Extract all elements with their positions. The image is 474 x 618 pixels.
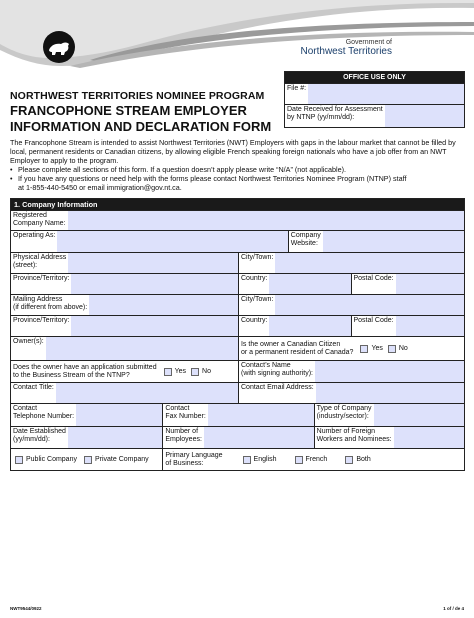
mailing-country-label: Country: [241, 317, 268, 324]
operating-as-field[interactable] [57, 231, 287, 252]
owners-row [11, 336, 464, 360]
citizen-no-checkbox[interactable] [388, 345, 396, 353]
employees-cell [162, 427, 313, 448]
instruction-bullet-1: • Please complete all sections of this form. If a question doesn’t apply please write “N/A” (not applicable). [10, 165, 465, 174]
operating-as-label: Operating As: [13, 232, 56, 239]
intro-text [10, 138, 465, 192]
office-use-only-box [284, 71, 465, 128]
contact-title-label: Contact Title: [13, 384, 54, 391]
established-field[interactable] [68, 427, 162, 448]
date-received-label-line2: by NTNP (yy/mm/dd): [287, 114, 355, 121]
registered-name-cell [11, 211, 464, 230]
registered-name-field[interactable] [68, 211, 464, 230]
registered-name-label: Registered Company Name: [13, 212, 66, 227]
section-heading: 1. Company Information [11, 199, 464, 210]
employees-field[interactable] [204, 427, 314, 448]
instructions-list [10, 165, 465, 192]
applied-yes-checkbox[interactable] [164, 368, 172, 376]
postal-code-cell [351, 274, 465, 294]
form-title-block [10, 90, 280, 134]
mailing-province-row [11, 315, 464, 336]
mailing-city-label: City/Town: [241, 296, 274, 303]
company-information-section [10, 198, 465, 471]
industry-label: Type of Company (industry/sector): [316, 405, 372, 420]
public-company-checkbox[interactable] [15, 456, 23, 464]
instruction-bullet-2 [10, 174, 465, 192]
city-field[interactable] [275, 253, 464, 273]
mailing-province-label: Province/Territory: [13, 317, 70, 324]
employees-label: Number of Employees: [165, 428, 202, 443]
mailing-postal-code-label: Postal Code: [353, 317, 394, 324]
contact-email-field[interactable] [316, 383, 464, 403]
operating-as-row [11, 230, 464, 252]
company-type-row [11, 448, 464, 470]
government-of-label: Government of [345, 39, 392, 46]
owners-cell [11, 337, 238, 360]
physical-address-label: Physical Address (street): [13, 254, 67, 269]
form-code: NWT9544/0922 [10, 606, 42, 611]
english-checkbox[interactable] [243, 456, 251, 464]
mailing-country-cell [238, 316, 351, 336]
french-checkbox[interactable] [295, 456, 303, 464]
industry-cell [314, 404, 464, 426]
citizen-yes-label: Yes [371, 345, 383, 352]
private-company-checkbox[interactable] [84, 456, 92, 464]
city-cell [238, 253, 464, 273]
business-stream-question-label: Does the owner have an application submitted to the Business Stream of the NTNP? [13, 363, 157, 379]
contact-email-cell [238, 383, 464, 403]
citizen-yes-checkbox[interactable] [360, 345, 368, 353]
file-number-label: File #: [287, 85, 307, 92]
website-label: Company Website: [290, 232, 321, 247]
province-label: Province/Territory: [13, 275, 70, 282]
private-company-label: Private Company [94, 456, 149, 463]
applied-no-checkbox[interactable] [191, 368, 199, 376]
mailing-address-cell [11, 295, 238, 315]
mailing-address-row [11, 294, 464, 315]
file-number-field[interactable] [308, 84, 464, 104]
page-number: 1 of / de 4 [443, 606, 464, 611]
contact-name-field[interactable] [315, 361, 464, 382]
program-name: NORTHWEST TERRITORIES NOMINEE PROGRAM [10, 90, 265, 102]
contact-title-row [11, 382, 464, 403]
applied-yes-label: Yes [174, 368, 187, 375]
physical-address-field[interactable] [68, 253, 238, 273]
company-type-cell [11, 449, 162, 470]
both-label: Both [356, 456, 371, 463]
website-cell [288, 231, 464, 252]
mailing-address-field[interactable] [89, 295, 238, 315]
citizen-cell [238, 337, 464, 360]
contact-fax-cell [162, 404, 313, 426]
office-file-row [285, 83, 464, 104]
owners-label: Owner(s): [13, 338, 44, 345]
foreign-workers-cell [314, 427, 464, 448]
mailing-country-field[interactable] [269, 316, 350, 336]
language-cell [162, 449, 464, 470]
mailing-city-cell [238, 295, 464, 315]
mailing-province-field[interactable] [71, 316, 238, 336]
contact-phone-field[interactable] [76, 404, 162, 426]
both-checkbox[interactable] [345, 456, 353, 464]
contact-name-label: Contact’s Name (with signing authority): [241, 362, 313, 377]
country-cell [238, 274, 351, 294]
date-received-label [285, 105, 385, 127]
polar-bear-logo-icon [42, 30, 76, 64]
applied-no-label: No [202, 368, 211, 375]
operating-as-cell [11, 231, 288, 252]
contact-email-label: Contact Email Address: [241, 384, 314, 391]
mailing-city-field[interactable] [275, 295, 464, 315]
office-use-heading: OFFICE USE ONLY [285, 72, 464, 83]
mailing-province-cell [11, 316, 238, 336]
office-date-row [285, 104, 464, 127]
northwest-territories-wordmark: Northwest Territories [300, 46, 392, 57]
business-stream-row [11, 360, 464, 382]
city-label: City/Town: [241, 254, 274, 261]
form-title-line-1: FRANCOPHONE STREAM EMPLOYER [10, 103, 247, 118]
contact-phone-row [11, 403, 464, 426]
postal-code-field[interactable] [396, 274, 464, 294]
citizen-no-label: No [398, 345, 408, 352]
mailing-address-label: Mailing Address (if different from above): [13, 296, 88, 311]
form-title-line-2: INFORMATION AND DECLARATION FORM [10, 119, 272, 134]
industry-field[interactable] [374, 404, 464, 426]
foreign-workers-field[interactable] [394, 427, 464, 448]
physical-address-cell [11, 253, 238, 273]
contact-fax-label: Contact Fax Number: [165, 405, 206, 420]
established-label: Date Established (yy/mm/dd): [13, 428, 66, 443]
postal-code-label: Postal Code: [353, 275, 394, 282]
mailing-postal-code-cell [351, 316, 465, 336]
french-label: French [305, 456, 328, 463]
date-received-label-line1: Date Received for Assessment [287, 106, 383, 113]
website-field[interactable] [323, 231, 464, 252]
physical-address-row [11, 252, 464, 273]
contact-phone-cell [11, 404, 162, 426]
mailing-postal-code-field[interactable] [396, 316, 464, 336]
contact-fax-field[interactable] [208, 404, 314, 426]
business-stream-cell [11, 361, 238, 382]
province-row [11, 273, 464, 294]
intro-paragraph: The Francophone Stream is intended to assist Northwest Territories (NWT) Employers with gaps in the labour market that cannot be filled by local, permanent residents or Canadian citizens, by allowing eligible French speaking foreign nationals who have a job offer from an NWT Employer to apply to the program. [10, 138, 456, 165]
country-label: Country: [241, 275, 268, 282]
registered-name-row [11, 210, 464, 230]
instruction-bullet-2-line2: at 1-855-440-5450 or email immigration@gov.nt.ca. [18, 183, 182, 192]
established-row [11, 426, 464, 448]
language-label: Primary Language of Business: [165, 451, 223, 467]
country-field[interactable] [269, 274, 350, 294]
contact-title-field[interactable] [56, 383, 238, 403]
owners-field[interactable] [46, 337, 238, 360]
citizen-question-label: Is the owner a Canadian Citizen or a permanent resident of Canada? [240, 340, 354, 356]
instruction-bullet-2-line1: If you have any questions or need help with the forms please contact Northwest Territories Nominee Program (NTNP) staff [18, 174, 407, 183]
contact-name-cell [238, 361, 464, 382]
english-label: English [253, 456, 277, 463]
province-cell [11, 274, 238, 294]
foreign-workers-label: Number of Foreign Workers and Nominees: [316, 428, 392, 443]
contact-phone-label: Contact Telephone Number: [13, 405, 75, 420]
date-received-field[interactable] [385, 105, 464, 127]
contact-title-cell [11, 383, 238, 403]
province-field[interactable] [71, 274, 238, 294]
established-cell [11, 427, 162, 448]
public-company-label: Public Company [26, 456, 77, 463]
